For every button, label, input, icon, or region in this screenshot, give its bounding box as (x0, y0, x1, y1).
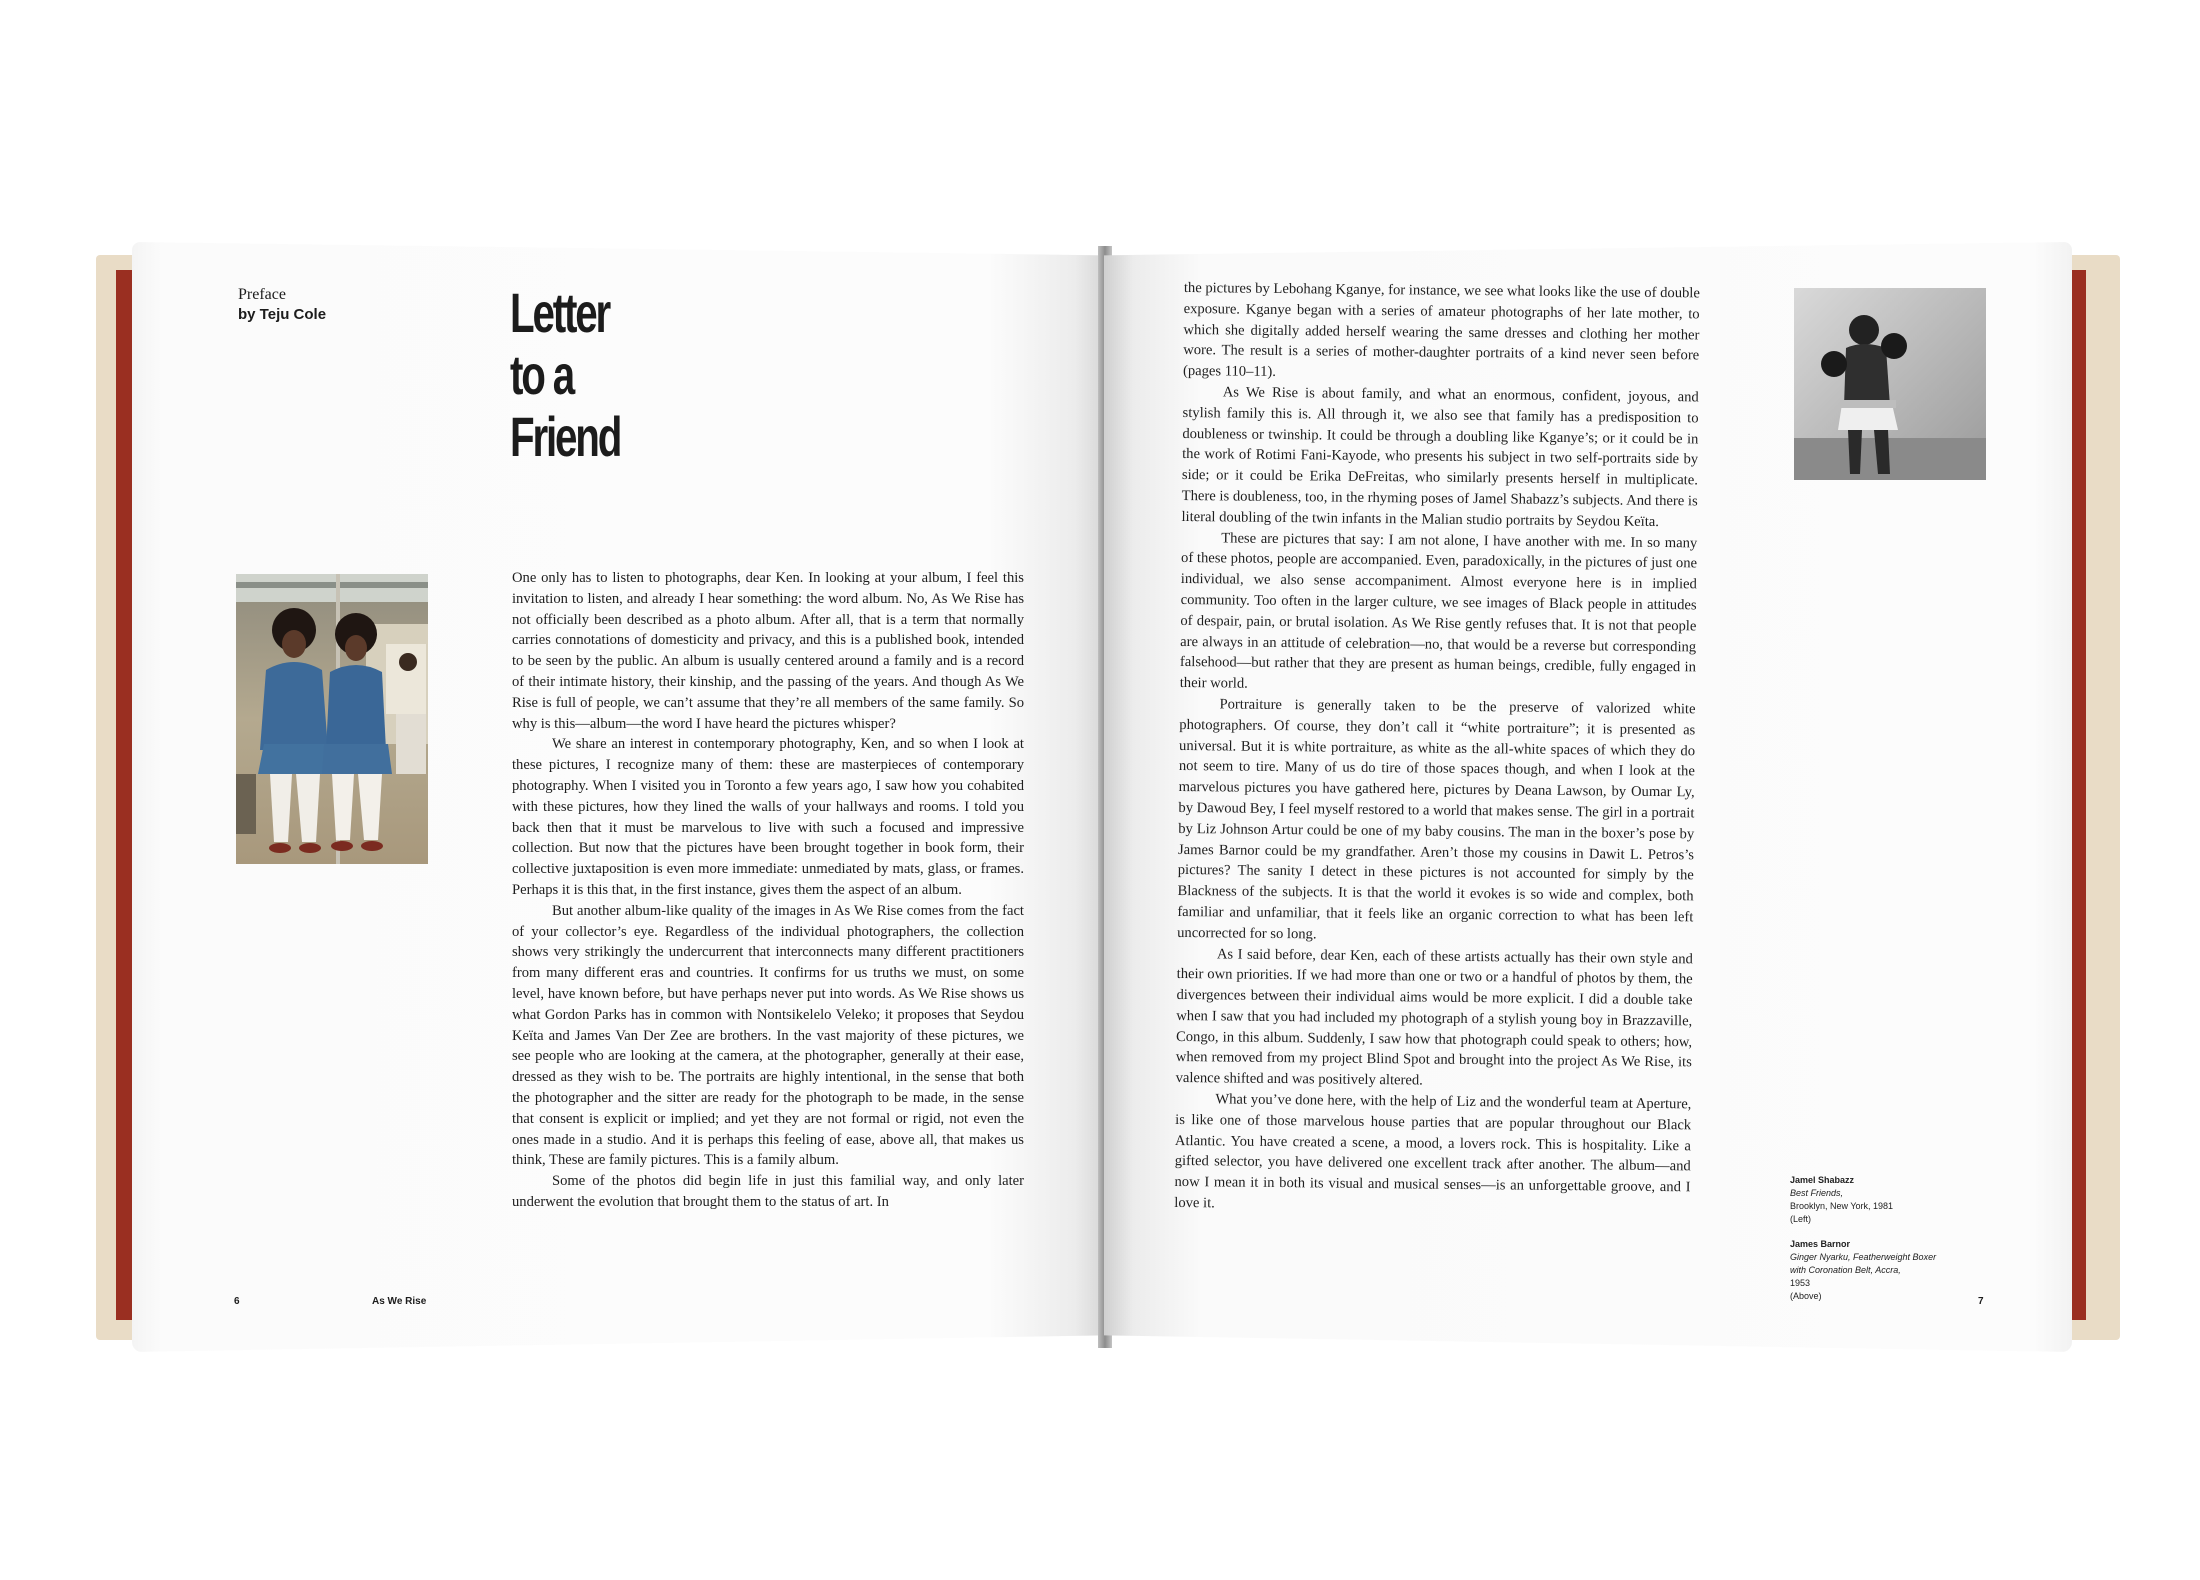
body-text-right (1174, 278, 1700, 1219)
paragraph: We share an interest in contemporary photography, Ken, and so when I look at these pictures, I recognize many of them: these are masterpieces of contemporary photography. When I visited you in Toronto a few years ago, I saw how you cohabited with these pictures, how they lined the walls of your hallways and rooms. I told you back then that it must be marvelous to live with such a focused and impressive collection. But now that the pictures have been brought together in book form, their collective juxtaposition is even more immediate: unmediated by mats, glass, or frames. Perhaps it is this that, in the first instance, gives them the aspect of an album. (512, 736, 1024, 898)
chapter-title (510, 282, 654, 468)
paragraph: Portraiture is generally taken to be the preserve of valorized white photographers. Of course, they don’t call it “white portraiture”; it is presented as universal. But it is white portraiture, as white as the all-white spaces of which they do not seem to tire. Many of us do tire of those spaces though, and when I look at the marvelous pictures you have gathered here, pictures by Deana Lawson, by Oumar Ly, by Dawoud Bey, I feel myself restored to a world that makes sense. The girl in a portrait by Liz Johnson Artur could be one of my baby cousins. The man in the boxer’s pose by James Barnor could be my grandfather. Aren’t those my cousins in Dawit L. Petros’s pictures? The sanity I detect in these pictures is not accounted for simply by the Blackness of the subjects. It is that the world it evokes is so wide and complex, both familiar and unfamiliar, that it feels like an organic correction to what has been left uncorrected for so long. (1177, 696, 1696, 943)
paragraph: As We Rise is about family, and what an enormous, confident, joyous, and stylish family this is. All through it, we also see that family has a predisposition to doubleness or twinship. It could be through a doubling like Kganye’s; or it could be in the work of Rotimi Fani-Kayode, who presents his subject in two self-portraits side by side; or it could be Erika DeFreitas, who similarly presents herself in multiplicate. There is doubleness, too, in the rhyming poses of Jamel Shabazz’s subjects. And there is literal doubling of the twin infants in the Malian studio portraits by Seydou Keïta. (1181, 384, 1699, 530)
caption-work: Ginger Nyarku, Featherweight Boxer with Coronation Belt, Accra, (1790, 1252, 1937, 1275)
photo-captions (1790, 1174, 1950, 1315)
paragraph: the pictures by Lebohang Kganye, for instance, we see what looks like the use of double exposure. Kganye began with a series of amateur photographs of her late mother, to which she digitally added herself wearing the same dresses and clothing her mother wore. The result is a series of mother-daughter portraits of a kind never seen before (pages 110–11). (1182, 279, 1700, 381)
book-title-footer: As We Rise (372, 1296, 427, 1307)
paragraph: Some of the photos did begin life in just this familial way, and only later underwent the evolution that brought them to the status of art. In (512, 1173, 1024, 1210)
page-number-left: 6 (234, 1296, 240, 1307)
caption-place: Brooklyn, New York, 1981 (1790, 1201, 1894, 1211)
page-number-right: 7 (1978, 1296, 1984, 1307)
title-line-2: to a (510, 343, 574, 406)
running-head (238, 285, 326, 325)
paragraph: As I said before, dear Ken, each of these artists actually has their own style and their own priorities. If we had more than one or two or a handful of photos by them, the divergences between their individual aims would be more explicit. I did a double take when I saw that you had included my photograph of a stylish young boy in Brazzaville, Congo, in this album. Suddenly, I saw how that photograph could speak to others; how, when removed from my project Blind Spot and brought into the project As We Rise, its valence shifted and was positively altered. (1175, 945, 1693, 1089)
body-text-left (512, 568, 1024, 1213)
section-label: Preface (238, 286, 286, 303)
author-byline: by Teju Cole (238, 306, 327, 323)
caption-jamel-shabazz (1790, 1174, 1950, 1226)
caption-artist: James Barnor (1790, 1239, 1851, 1249)
photo-featherweight-boxer (1794, 288, 1986, 480)
caption-position: (Left) (1790, 1214, 1812, 1224)
caption-position: (Above) (1790, 1291, 1822, 1301)
caption-artist: Jamel Shabazz (1790, 1175, 1855, 1185)
paragraph: One only has to listen to photographs, dear Ken. In looking at your album, I feel this invitation to listen, and already I hear something: the word album. No, As We Rise has not officially been described as a photo album. After all, that is a term that normally carries connotations of domesticity and privacy, and this is a published book, intended to be seen by the public. An album is usually centered around a family and is a record of their intimate history, their kinship, and the passing of the years. And though As We Rise is full of people, we can’t assume that they’re all members of the same family. So why is this—album—the word I have heard the pictures whisper? (512, 570, 1024, 732)
photo-best-friends-subway (236, 574, 428, 864)
caption-place: 1953 (1790, 1278, 1811, 1288)
paragraph: What you’ve done here, with the help of Liz and the wonderful team at Aperture, is like one of those marvelous house parties that are popular throughout our Black Atlantic. You have created a scene, a mood, a lovers rock. This is hospitality. Like a gifted selector, you have delivered one excellent track after another. The album—and now I mean it in both its visual and musical senses—is an unforgettable groove, and I love it. (1174, 1091, 1692, 1212)
title-line-3: Friend (510, 405, 621, 468)
paragraph: These are pictures that say: I am not alone, I have another with me. In so many of these photos, people are accompanied. Even, paradoxically, in the pictures of just one individual, we also sense accompaniment. Almost everyone here is in implied community. Too often in the larger culture, we see images of Black people in attitudes of despair, pain, or brutal isolation. As We Rise gently refuses that. It is not that people are always in an attitude of celebration—no, that would be a reverse but corresponding falsehood—but rather that they are present as human beings, credible, fully engaged in their world. (1179, 529, 1698, 692)
paragraph: But another album-like quality of the images in As We Rise comes from the fact of your collector’s eye. Regardless of the individual photographers, the collection shows very strikingly the undercurrent that interconnects many different practitioners from many different eras and countries. It confirms for us truths we must, on some level, have known before, but have perhaps never put into words. As We Rise shows us what Gordon Parks has in common with Nontsikelelo Veleko; it proposes that Seydou Keïta and James Van Der Zee are brothers. In the vast majority of these pictures, we see people who are looking at the camera, at the photographer, generally at their ease, dressed as they wish to be. The portraits are highly intentional, in the sense that both the photographer and the sitter are ready for the photograph to be made, in the sense that consent is explicit or implied; and yet they are not formal or rigid, not even the ones made in a studio. And it is perhaps this feeling of ease, above all, that makes us think, These are family pictures. This is a family album. (512, 902, 1024, 1169)
title-line-1: Letter (510, 281, 610, 344)
caption-james-barnor (1790, 1238, 1950, 1303)
caption-work: Best Friends, (1790, 1188, 1844, 1198)
